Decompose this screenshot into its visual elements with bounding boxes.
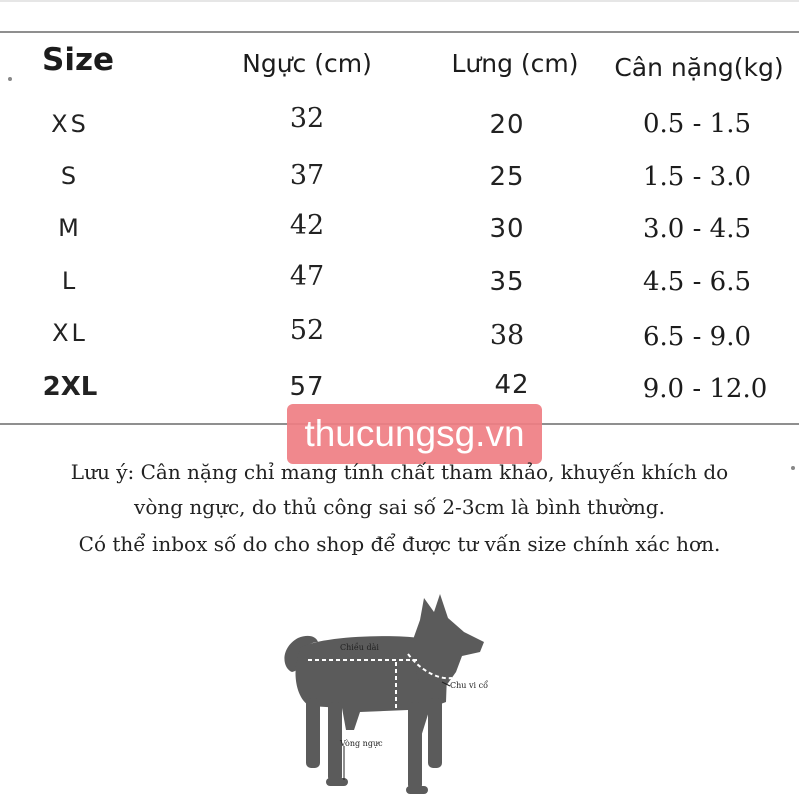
top-divider: [0, 0, 799, 2]
neck-label: Chu vi cổ: [450, 681, 488, 690]
weight-value: 0.5 - 1.5: [642, 109, 752, 139]
back-value: 25: [489, 162, 525, 192]
chest-value: 32: [289, 103, 325, 134]
header-weight: Cân nặng(kg): [614, 53, 784, 82]
note-line-1: Lưu ý: Cân nặng chỉ mang tính chất tham khảo, khuyến khích do: [70, 460, 729, 484]
weight-value: 1.5 - 3.0: [642, 162, 752, 192]
edge-mark: [8, 77, 12, 81]
weight-value: 3.0 - 4.5: [642, 214, 752, 244]
table-top-rule: [0, 31, 799, 33]
watermark-logo: thucungsg.vn: [287, 404, 542, 464]
weight-value: 6.5 - 9.0: [642, 322, 752, 352]
dog-silhouette-icon: [284, 594, 484, 794]
back-value: 30: [489, 214, 525, 244]
back-value: 20: [489, 110, 525, 140]
size-label: S: [60, 162, 80, 190]
size-label: M: [58, 214, 82, 242]
size-label: XS: [51, 110, 89, 138]
weight-value: 4.5 - 6.5: [642, 267, 752, 297]
size-label: XL: [52, 319, 88, 347]
back-value: 35: [489, 267, 525, 297]
chest-value: 37: [289, 160, 325, 191]
size-label: L: [61, 267, 79, 295]
header-size: Size: [42, 42, 115, 78]
size-label: 2XL: [42, 372, 98, 402]
dog-measurement-diagram: [270, 590, 510, 799]
note-line-2: vòng ngực, do thủ công sai số 2-3cm là bình thường.: [134, 495, 665, 519]
weight-value: 9.0 - 12.0: [642, 374, 768, 404]
note-line-3: Có thể inbox số do cho shop để được tư vấn size chính xác hơn.: [78, 532, 721, 556]
back-value: 42: [494, 370, 530, 400]
back-value: 38: [489, 320, 525, 351]
chest-label: Vòng ngực: [340, 739, 383, 748]
chest-value: 47: [289, 261, 325, 292]
chest-value: 52: [289, 315, 325, 346]
chest-value: 42: [289, 210, 325, 241]
length-label: Chiều dài: [340, 643, 379, 652]
header-back: Lưng (cm): [451, 49, 579, 78]
header-chest: Ngực (cm): [242, 49, 372, 78]
chest-value: 57: [289, 372, 325, 402]
